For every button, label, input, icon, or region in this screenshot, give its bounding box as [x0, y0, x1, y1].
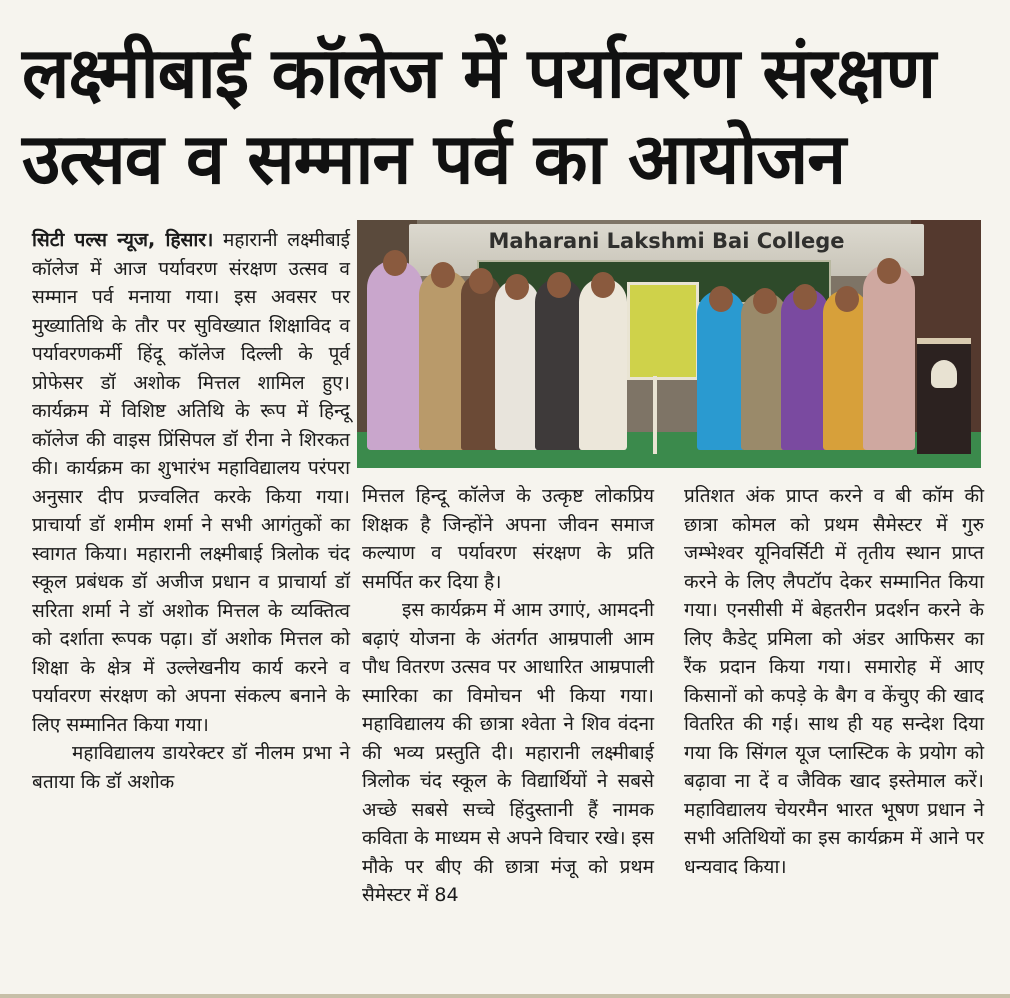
podium — [917, 338, 971, 454]
column-2-paragraph-2: इस कार्यक्रम में आम उगाएं, आमदनी बढ़ाएं योजना के अंतर्गत आम्रपाली आम पौध वितरण उत्सव पर आधारित आम्रपाली स्मारिका का विमोचन भी किया गया। महाविद्यालय की छात्रा श्वेता ने शिव वंदना की भव्य प्रस्तुति दी। महारानी लक्ष्मीबाई त्रिलोक चंद स्कूल के विद्यार्थियों ने सबसे अच्छे सबसे सच्चे हिंदुस्तानी हैं नामक कविता के माध्यम से अपने विचार रखे। इस मौके पर बीए की छात्रा मंजू को प्रथम सैमेस्टर में 84 — [362, 599, 654, 906]
person-head — [709, 286, 733, 312]
college-emblem — [931, 360, 957, 388]
souvenir-poster — [627, 282, 699, 380]
college-banner-text: Maharani Lakshmi Bai College — [488, 229, 845, 253]
person-figure — [781, 288, 829, 450]
person-figure — [579, 278, 627, 450]
person-head — [383, 250, 407, 276]
person-head — [591, 272, 615, 298]
person-head — [547, 272, 571, 298]
headline-line-1: लक्ष्मीबाई कॉलेज में पर्यावरण संरक्षण — [22, 32, 936, 114]
article-column-3 — [684, 482, 984, 881]
person-figure — [495, 280, 539, 450]
column-1-paragraph-1 — [32, 226, 350, 739]
person-head — [505, 274, 529, 300]
easel-stand — [653, 376, 657, 454]
article-column-2 — [362, 482, 654, 910]
person-figure — [697, 290, 745, 450]
column-3-paragraph-1: प्रतिशत अंक प्राप्त करने व बी कॉम की छात्रा कोमल को प्रथम सैमेस्टर में गुरु जम्भेश्वर यूनिवर्सिटी में तृतीय स्थान प्राप्त करने के लिए लैपटॉप देकर सम्मानित किया गया। एनसीसी में बेहतरीन प्रदर्शन करने के लिए कैडेट् प्रमिला को अंडर आफिसर का रैंक प्रदान किया गया। समारोह में आए किसानों को कपड़े के बैग व केंचुए की खाद वितरित की गई। साथ ही यह सन्देश दिया गया कि सिंगल यूज प्लास्टिक के प्रयोग को बढ़ावा ना दें व जैविक खाद इस्तेमाल करें। महाविद्यालय चेयरमैन भारत भूषण प्रधान ने सभी अतिथियों का इस कार्यक्रम में आने पर धन्यवाद किया। — [684, 485, 984, 878]
person-head — [877, 258, 901, 284]
column-1-paragraph-2: महाविद्यालय डायरेक्टर डॉ नीलम प्रभा ने बताया कि डॉ अशोक — [32, 742, 350, 793]
person-head — [431, 262, 455, 288]
person-head — [835, 286, 859, 312]
headline-line-2: उत्सव व सम्मान पर्व का आयोजन — [22, 118, 846, 200]
person-head — [469, 268, 493, 294]
person-figure — [863, 264, 915, 450]
article-column-1 — [32, 226, 350, 796]
page-bottom-strip — [0, 994, 1010, 998]
column-2-paragraph-1: मित्तल हिन्दू कॉलेज के उत्कृष्ट लोकप्रिय शिक्षक है जिन्होंने अपना जीवन समाज कल्याण व पर्यावरण संरक्षण के प्रति समर्पित कर दिया है। — [362, 485, 654, 593]
person-figure — [367, 260, 423, 450]
person-head — [793, 284, 817, 310]
column-1-text-1: महारानी लक्ष्मीबाई कॉलेज में आज पर्यावरण संरक्षण उत्सव व सम्मान पर्व मनाया गया। इस अवसर पर मुख्यातिथि के तौर पर सुविख्यात शिक्षाविद व पर्यावरणकर्मी हिंदू कॉलेज दिल्ली के पूर्व प्रोफेसर डॉ अशोक मित्तल शामिल हुए। कार्यक्रम में विशिष्ट अतिथि के रूप में हिन्दू कॉलेज की वाइस प्रिंसिपल डॉ रीना ने शिरकत की। कार्यक्रम का शुभारंभ महाविद्यालय परंपरा अनुसार दीप प्रज्वलित करके किया गया। प्राचार्या डॉ शमीम शर्मा ने सभी आगंतुकों का स्वागत किया। महारानी लक्ष्मीबाई त्रिलोक चंद स्कूल प्रबंधक डॉ अजीज प्रधान व प्राचार्या डॉ सरिता शर्मा ने डॉ अशोक मित्तल के व्यक्तित्व को दर्शाता रूपक पढ़ा। डॉ अशोक मित्तल को शिक्षा के क्षेत्र में उल्लेखनीय कार्य करने व पर्यावरण संरक्षण को अपना संकल्प बनाने के लिए सम्मानित किया गया। — [32, 229, 350, 736]
headline — [22, 30, 992, 202]
event-photo — [357, 220, 981, 468]
person-head — [753, 288, 777, 314]
person-figure — [535, 278, 583, 450]
dateline: सिटी पल्स न्यूज, हिसार। — [32, 229, 214, 251]
